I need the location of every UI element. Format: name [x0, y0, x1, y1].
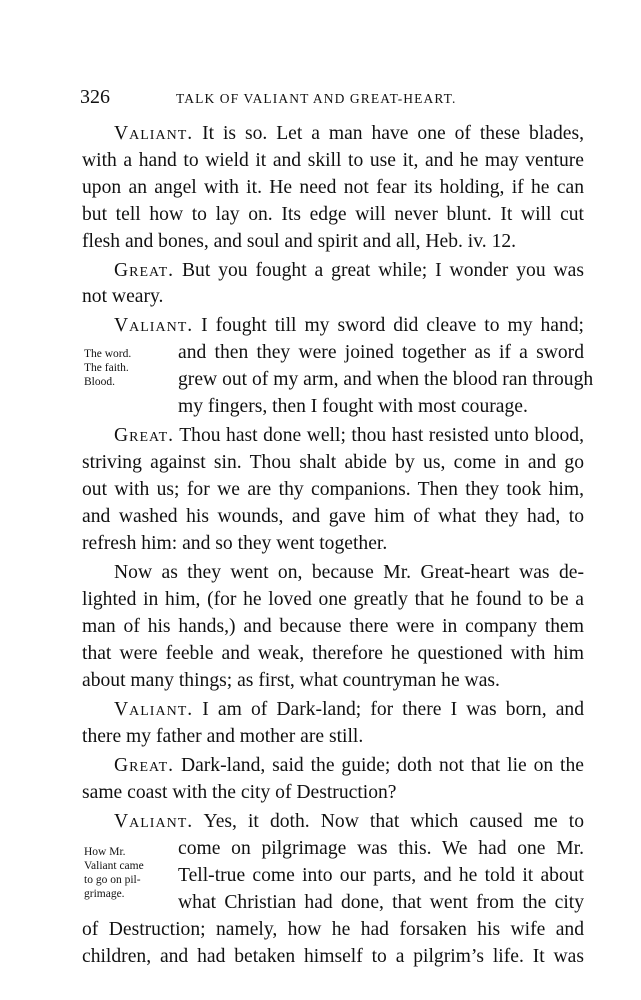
text-line: Valiant. It is so. Let a man have one of these blades, [114, 123, 584, 144]
text-line: about many things; as first, what countryman he was. [82, 670, 500, 691]
text-line: flesh and bones, and soul and spirit and all, Heb. iv. 12. [82, 231, 517, 252]
text-line: with a hand to wield it and skill to use it, and he may venture [82, 150, 584, 171]
page-number: 326 [80, 86, 110, 108]
margin-note-valiant-pilgrimage: How Mr. Valiant came to go on pil- grimage. [84, 846, 144, 900]
text-line: there my father and mother are still. [82, 726, 364, 747]
speaker-name: Great. [114, 260, 175, 281]
margin-note-word-faith-blood: The word. The faith. Blood. [84, 348, 132, 388]
speaker-name: Valiant. [114, 315, 194, 336]
text-line: Now as they went on, because Mr. Great-heart was de- [114, 562, 584, 583]
text-line: come on pilgrimage was this. We had one Mr. [178, 838, 584, 859]
page-header [80, 86, 580, 116]
text-line: same coast with the city of Destruction? [82, 782, 397, 803]
text-line: what Christian had done, that went from the city [178, 892, 584, 913]
text-line: upon an angel with it. He need not fear its holding, if he can [82, 177, 584, 198]
text-line: striving against sin. Thou shalt abide by us, come in and go [82, 452, 584, 473]
speaker-name: Great. [114, 425, 175, 446]
text-line: Great. Dark-land, said the guide; doth not that lie on the [114, 755, 584, 776]
speaker-name: Valiant. [114, 123, 194, 144]
text-line: and then they were joined together as if a sword [178, 342, 584, 363]
text-line: refresh him: and so they went together. [82, 533, 388, 554]
running-head: TALK OF VALIANT AND GREAT-HEART. [176, 91, 457, 106]
text-line: out with us; for we are thy companions. Then they took him, [82, 479, 584, 500]
text-line: Great. But you fought a great while; I wonder you was [114, 260, 584, 281]
speaker-name: Valiant. [114, 811, 194, 832]
speaker-name: Valiant. [114, 699, 194, 720]
text-line: Valiant. I fought till my sword did cleave to my hand; [114, 315, 584, 336]
text-line: Great. Thou hast done well; thou hast resisted unto blood, [114, 425, 584, 446]
text-line: that were feeble and weak, therefore he questioned with him [82, 643, 584, 664]
speaker-name: Great. [114, 755, 175, 776]
text-line: grew out of my arm, and when the blood ran through [178, 369, 594, 390]
text-line: man of his hands,) and because there were in company them [82, 616, 584, 637]
text-line: but tell how to lay on. Its edge will never blunt. It will cut [82, 204, 584, 225]
text-line: Valiant. I am of Dark-land; for there I was born, and [114, 699, 584, 720]
text-line: children, and had betaken himself to a pilgrim’s life. It was [82, 946, 584, 967]
text-line: and washed his wounds, and gave him of what they had, to [82, 506, 584, 527]
text-line: my fingers, then I fought with most courage. [178, 396, 528, 417]
text-line: of Destruction; namely, how he had forsaken his wife and [82, 919, 584, 940]
text-line: Valiant. Yes, it doth. Now that which caused me to [114, 811, 584, 832]
text-line: lighted in him, (for he loved one greatly that he found to be a [82, 589, 584, 610]
text-line: Tell-true come into our parts, and he told it about [178, 865, 584, 886]
text-line: not weary. [82, 286, 164, 307]
